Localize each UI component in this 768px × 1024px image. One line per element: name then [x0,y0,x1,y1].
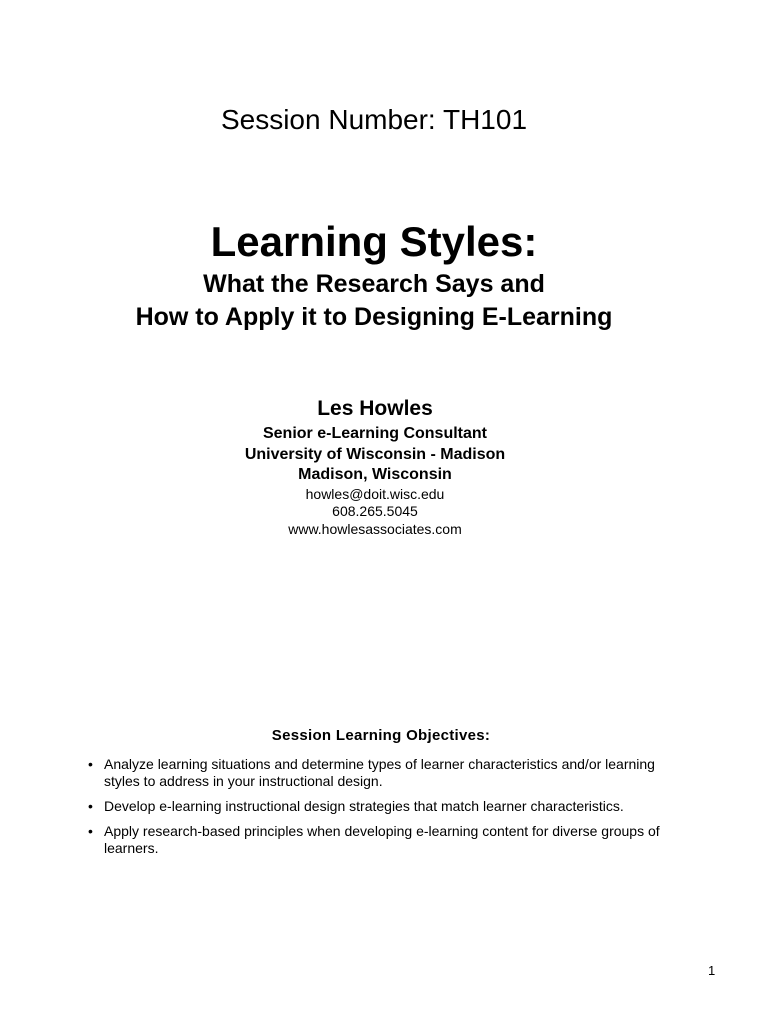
subtitle-line-2: How to Apply it to Designing E-Learning [135,303,613,331]
author-email: howles@doit.wisc.edu [305,486,445,502]
objective-text: Apply research-based principles when developing e-learning content for diverse groups of learners. [104,823,660,856]
subtitle-line-1: What the Research Says and [203,270,545,298]
author-location: Madison, Wisconsin [298,466,452,483]
list-item [88,823,684,857]
author-phone: 608.265.5045 [332,503,418,519]
bullet-icon: • [88,798,93,814]
objective-text: Analyze learning situations and determine types of learner characteristics and/or learning styles to address in your instructional design. [104,756,655,789]
author-organization: University of Wisconsin - Madison [244,446,506,463]
page-number: 1 [708,963,716,978]
author-name: Les Howles [317,397,433,420]
objective-text: Develop e-learning instructional design strategies that match learner characteristics. [104,798,624,814]
list-item [88,798,684,815]
bullet-icon: • [88,756,93,772]
main-title: Learning Styles: [210,218,538,265]
author-position: Senior e-Learning Consultant [262,425,487,442]
bullet-icon: • [88,823,93,839]
session-number: Session Number: TH101 [220,104,528,135]
author-website: www.howlesassociates.com [288,521,462,537]
objectives-list [88,756,684,865]
list-item [88,756,684,790]
objectives-heading: Session Learning Objectives: [271,727,491,744]
